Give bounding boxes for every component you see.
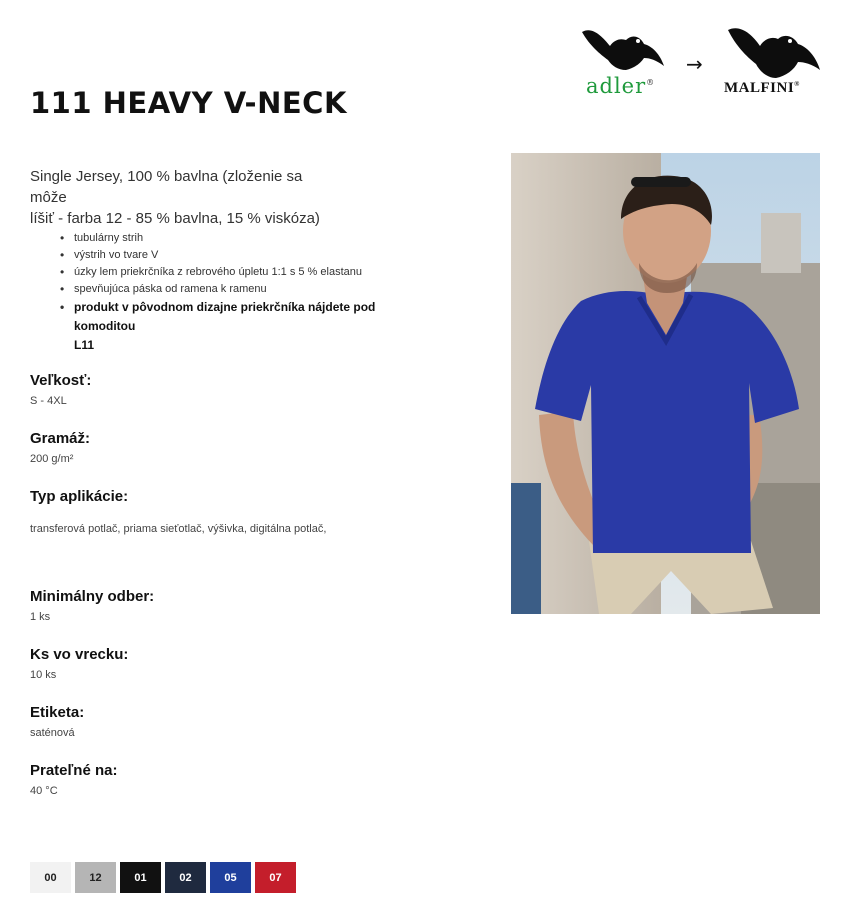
- feature-list: [58, 230, 438, 355]
- spec-per-bag: [30, 646, 128, 682]
- spec-value: saténová: [30, 727, 75, 739]
- spec-label: Veľkosť:: [30, 372, 92, 389]
- spec-label: Typ aplikácie:: [30, 488, 129, 505]
- arrow-right-icon: →: [686, 52, 703, 76]
- color-swatch-05[interactable]: 05: [210, 862, 251, 893]
- color-swatch-12[interactable]: 12: [75, 862, 116, 893]
- spec-value: 10 ks: [30, 669, 57, 681]
- spec-min-order: [30, 588, 154, 624]
- adler-wordmark: adler®: [586, 74, 656, 98]
- color-swatch-01[interactable]: 01: [120, 862, 161, 893]
- brand-bar: [578, 22, 828, 102]
- spec-size: [30, 372, 91, 408]
- spec-value: S - 4XL: [30, 395, 67, 407]
- color-swatch-07[interactable]: 07: [255, 862, 296, 893]
- spec-label: Ks vo vrecku:: [30, 646, 129, 663]
- spec-label: Prateľné na:: [30, 762, 118, 779]
- spec-label: Gramáž:: [30, 430, 91, 447]
- spec-tag: [30, 704, 84, 740]
- description-line: Single Jersey, 100 % bavlna (zloženie sa môže: [30, 168, 303, 206]
- spec-wash: [30, 762, 117, 798]
- spec-value: 1 ks: [30, 611, 51, 623]
- product-title: 111 HEAVY V-NECK: [30, 86, 347, 120]
- feature-item: • spevňujúca páska od ramena k ramenu: [58, 281, 438, 298]
- feature-item: • výstrih vo tvare V: [58, 247, 438, 264]
- description-line: líšiť - farba 12 - 85 % bavlna, 15 % viskóza): [30, 210, 320, 227]
- color-swatches: [30, 862, 296, 893]
- model-illustration: [511, 153, 820, 614]
- spec-label: Minimálny odber:: [30, 588, 155, 605]
- eagle-icon: [580, 24, 666, 78]
- malfini-logo: [722, 22, 828, 100]
- product-photo: [511, 153, 820, 614]
- feature-item: • tubulárny strih: [58, 230, 438, 247]
- feature-item: • úzky lem priekrčníka z rebrového úpletu 1:1 s 5 % elastanu: [58, 264, 438, 281]
- spec-value: transferová potlač, priama sieťotlač, výšivka, digitálna potlač,: [30, 523, 327, 535]
- eagle-icon: [726, 24, 822, 82]
- spec-weight: [30, 430, 90, 466]
- color-swatch-00[interactable]: 00: [30, 862, 71, 893]
- feature-item: • produkt v pôvodnom dizajne priekrčníka nájdete pod komoditou L11: [58, 298, 438, 355]
- malfini-wordmark: MALFINI®: [724, 80, 800, 96]
- spec-value: 200 g/m²: [30, 453, 74, 465]
- spec-application: [30, 488, 326, 536]
- product-description: [30, 166, 330, 229]
- color-swatch-02[interactable]: 02: [165, 862, 206, 893]
- adler-logo: [578, 22, 670, 100]
- spec-label: Etiketa:: [30, 704, 85, 721]
- spec-value: 40 °C: [30, 785, 58, 797]
